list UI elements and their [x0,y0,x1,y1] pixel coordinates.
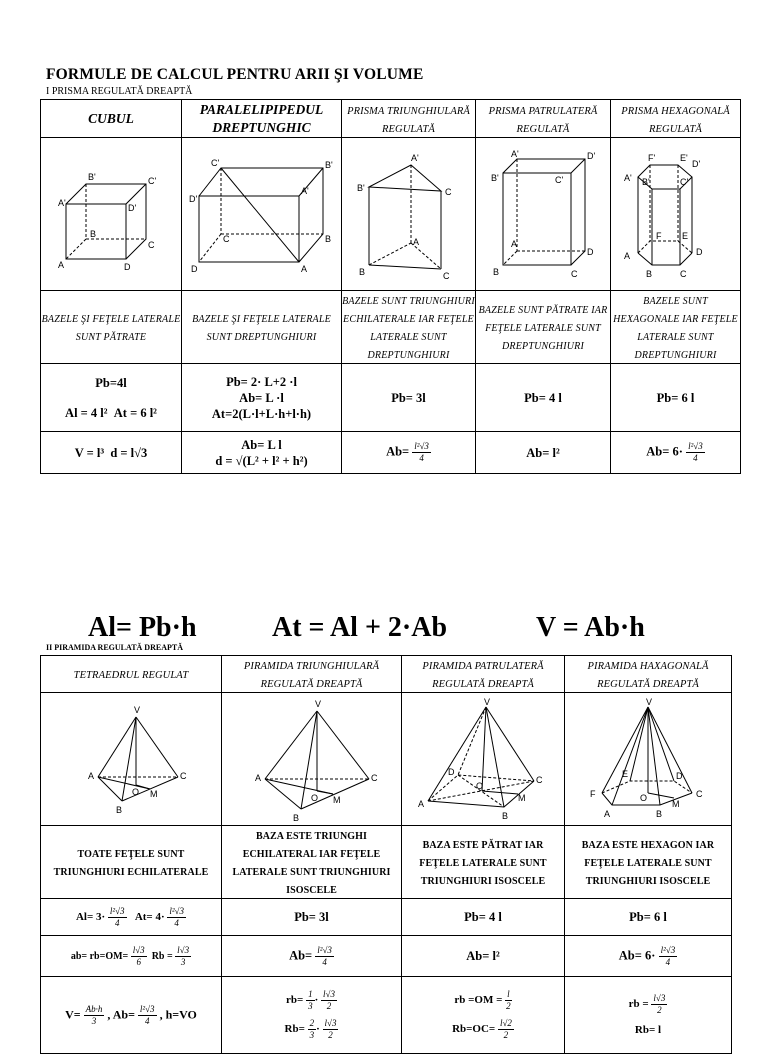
volume-formula: V = Ab·h [536,612,645,643]
section-2-title: II PIRAMIDA REGULATĂ DREAPTĂ [46,643,183,652]
triangular-pyramid-figure [222,693,402,826]
svg-text:F': F' [647,152,655,163]
hexagonal-prism-description: BAZELE SUNT HEXAGONALE IAR FEŢELE LATERALE SUNT DREPTUNGHIURI [611,291,741,364]
hexagonal-pyramid-figure [565,693,732,826]
svg-text:O: O [310,792,318,803]
cube-area-formulas: Pb=4l Al = 4 l² At = 6 l² [41,364,182,432]
quadrilateral-pyramid-figure [402,693,565,826]
svg-text:A': A' [510,148,519,159]
triangular-prism-figure [342,138,476,291]
svg-text:V: V [646,696,653,707]
svg-text:A': A' [410,152,419,163]
hexagonal-prism-perimeter: Pb= 6 l [611,364,741,432]
pyramid-table [40,655,732,1054]
svg-text:M: M [150,788,158,799]
svg-text:C: C [570,268,577,279]
svg-text:V: V [134,704,141,715]
quadrilateral-prism-description: BAZELE SUNT PĂTRATE IAR FEŢELE LATERALE SUNT DREPTUNGHIURI [476,291,611,364]
svg-text:C: C [442,270,449,281]
header-triangular-pyramid: PIRAMIDA TRIUNGHIULARĂ REGULATĂ DREAPTĂ [222,656,402,693]
svg-text:E: E [681,230,688,241]
svg-text:D': D' [128,203,137,213]
header-quadrilateral-pyramid: PIRAMIDA PATRULATERĂ REGULATĂ DREAPTĂ [402,656,565,693]
hexagonal-prism-figure [611,138,741,291]
header-hexagonal-pyramid: PIRAMIDA HAXAGONALĂ REGULATĂ DREAPTĂ [565,656,732,693]
svg-text:A: A [88,770,95,781]
svg-text:A': A' [623,172,632,183]
svg-text:B: B [324,234,331,244]
hexagonal-pyramid-description: BAZA ESTE HEXAGON IAR FEŢELE LATERALE SUNT TRIUNGHIURI ISOSCELE [565,826,732,899]
svg-text:B': B' [490,172,499,183]
tetrahedron-area-formulas: Al= 3· $\frac{\text{l²√3}}{4}$ At= 4· $\frac{\text{l²√3}}{4}$ [41,899,222,936]
hexagonal-pyramid-perimeter: Pb= 6 l [565,899,732,936]
svg-text:B: B [358,266,365,277]
parallelepiped-figure [182,138,342,291]
svg-text:A: A [623,250,630,261]
svg-text:C: C [222,234,229,244]
svg-text:A: A [254,772,261,783]
svg-text:B': B' [641,176,650,187]
page-title: FORMULE DE CALCUL PENTRU ARII ŞI VOLUME [46,66,424,83]
triangular-prism-base-area: Ab= $\frac{\text{l²√3}}{4}$ [342,432,476,474]
prism-table [40,99,741,474]
total-area-formula: At = Al + 2·Ab [272,612,448,643]
svg-text:B: B [501,810,508,821]
svg-text:F: F [655,230,661,241]
tetrahedron-description: TOATE FEŢELE SUNT TRIUNGHIURI ECHILATERALE [41,826,222,899]
header-cube: CUBUL [41,100,182,138]
svg-text:V: V [314,698,321,709]
svg-text:C': C' [554,174,563,185]
svg-text:B: B [90,229,97,239]
svg-text:D': D' [691,158,700,169]
svg-text:M: M [672,798,680,809]
svg-text:B': B' [88,172,96,182]
svg-text:A': A' [58,198,66,208]
hexagonal-prism-base-area: Ab= 6· $\frac{\text{l²√3}}{4}$ [611,432,741,474]
quadrilateral-pyramid-perimeter: Pb= 4 l [402,899,565,936]
parallelepiped-description: BAZELE ŞI FEŢELE LATERALE SUNT DREPTUNGHIURI [182,291,342,364]
svg-text:E': E' [679,152,688,163]
svg-text:C': C' [210,158,219,168]
triangular-pyramid-base-area: Ab= $\frac{\text{l²√3}}{4}$ [222,936,402,977]
svg-text:A': A' [300,186,309,196]
svg-text:C: C [370,772,377,783]
hexagonal-pyramid-base-area: Ab= 6· $\frac{\text{l²√3}}{4}$ [565,936,732,977]
header-triangular-prism: PRISMA TRIUNGHIULARĂ REGULATĂ [342,100,476,138]
svg-text:A: A [604,808,611,819]
svg-text:M: M [517,792,525,803]
svg-text:O: O [640,792,648,803]
cube-volume-formulas: V = l³ d = l√3 [41,432,182,474]
svg-text:A: A [412,236,419,247]
svg-text:O: O [132,786,140,797]
triangular-prism-description: BAZELE SUNT TRIUNGHIURI ECHILATERALE IAR FEŢELE LATERALE SUNT DREPTUNGHIURI [342,291,476,364]
parallelepiped-volume-formulas: Ab= L l d = √(L² + l² + h²) [182,432,342,474]
svg-text:B: B [492,266,499,277]
svg-text:A: A [58,260,65,270]
cube-figure [41,138,182,291]
quadrilateral-prism-base-area: Ab= l² [476,432,611,474]
svg-text:A: A [417,798,424,809]
svg-text:B: B [656,808,663,819]
svg-text:V: V [483,696,490,707]
quadrilateral-pyramid-radius-formulas: rb =OM = $\frac{l}{2}$ Rb=OC= $\frac{l√2}{2}$ [402,977,565,1054]
triangular-prism-perimeter: Pb= 3l [342,364,476,432]
triangular-pyramid-perimeter: Pb= 3l [222,899,402,936]
svg-text:D: D [190,264,197,274]
header-tetrahedron: TETRAEDRUL REGULAT [41,656,222,693]
svg-text:A: A [510,238,517,249]
svg-text:C: C [180,770,187,781]
parallelepiped-area-formulas: Pb= 2· L+2 ·l Ab= L ·l At=2(L·l+L·h+l·h) [182,364,342,432]
svg-text:A: A [300,264,307,274]
svg-text:D: D [447,766,454,777]
svg-text:D': D' [188,194,197,204]
svg-text:B': B' [324,160,333,170]
svg-text:B': B' [356,182,365,193]
svg-text:D: D [676,770,683,781]
svg-text:D: D [124,262,131,272]
quadrilateral-pyramid-description: BAZA ESTE PĂTRAT IAR FEŢELE LATERALE SUNT TRIUNGHIURI ISOSCELE [402,826,565,899]
tetrahedron-volume-formulas: V= $\frac{Ab\cdot h}{3}$ , Ab= $\frac{\text{l²√3}}{4}$ , h=VO [41,977,222,1054]
svg-text:C: C [696,788,703,799]
triangular-pyramid-description: BAZA ESTE TRIUNGHI ECHILATERAL IAR FEŢELE LATERALE SUNT TRIUNGHIURI ISOSCELE [222,826,402,899]
tetrahedron-figure [41,693,222,826]
header-hexagonal-prism: PRISMA HEXAGONALĂ REGULATĂ [611,100,741,138]
quadrilateral-prism-perimeter: Pb= 4 l [476,364,611,432]
svg-text:B: B [292,812,299,822]
svg-text:B: B [645,268,652,279]
svg-text:D: D [695,246,702,257]
quadrilateral-pyramid-base-area: Ab= l² [402,936,565,977]
svg-text:C: C [148,240,155,250]
header-parallelepiped: PARALELIPIPEDUL DREPTUNGHIC [182,100,342,138]
svg-text:O: O [475,780,483,791]
lateral-area-formula: Al= Pb·h [88,612,197,643]
svg-text:D': D' [586,150,595,161]
tetrahedron-radius-formulas: ab= rb=OM= $\frac{l√3}{6}$ Rb = $\frac{l√3}{3}$ [41,936,222,977]
svg-text:C: C [679,268,686,279]
svg-text:C': C' [148,176,157,186]
triangular-pyramid-radius-formulas: rb= $\frac{1}{3}$ · $\frac{l√3}{2}$ Rb= $\frac{2}{3}$ · $\frac{l√3}{2}$ [222,977,402,1054]
svg-text:E: E [622,768,629,779]
svg-text:B: B [116,804,123,815]
svg-text:C: C [444,186,451,197]
cube-description: BAZELE ŞI FEŢELE LATERALE SUNT PĂTRATE [41,291,182,364]
hexagonal-pyramid-radius-formulas: rb = $\frac{l√3}{2}$ Rb= l [565,977,732,1054]
svg-text:C': C' [679,176,688,187]
svg-text:M: M [332,794,340,805]
section-1-title: I PRISMA REGULATĂ DREAPTĂ [46,86,193,97]
quadrilateral-prism-figure [476,138,611,291]
svg-text:D: D [586,246,593,257]
svg-text:C: C [535,774,542,785]
header-quadrilateral-prism: PRISMA PATRULATERĂ REGULATĂ [476,100,611,138]
svg-text:F: F [590,788,596,799]
